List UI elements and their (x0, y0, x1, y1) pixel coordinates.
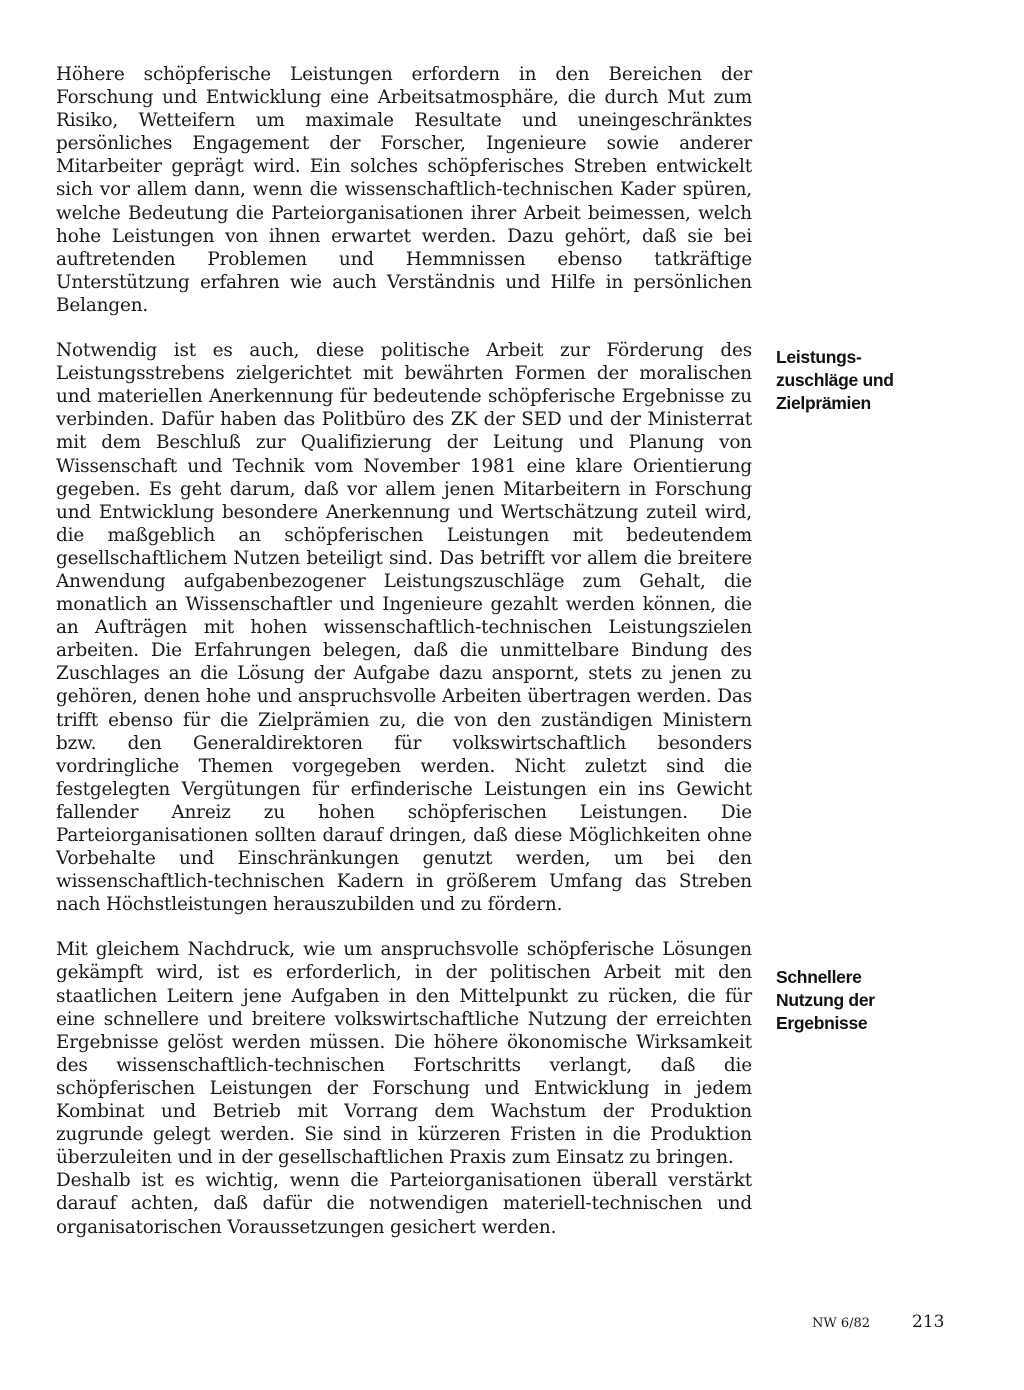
page-number: 213 (912, 1312, 945, 1332)
margin-note-line: Leistungs- (776, 347, 862, 367)
main-text-column (56, 63, 752, 1239)
margin-note-schnellere-nutzung (776, 966, 926, 1035)
paragraph-2: Notwendig ist es auch, diese politische Arbeit zur Förderung des Leistungsstrebens zielgerichtet mit bewährten Formen der moralischen und materiellen Anerkennung für bedeutende schöpferische Ergebnisse zu verbinden. Dafür haben das Politbüro des ZK der SED und der Ministerrat mit dem Beschluß zur Qualifizierung der Leitung und Planung von Wissenschaft und Technik vom November 1981 eine klare Orientierung gegeben. Es geht darum, daß vor allem jenen Mitarbeitern in Forschung und Entwicklung besondere Anerkennung und Wertschätzung zuteil wird, die maßgeblich an schöpferischen Leistungen mit bedeutendem gesellschaftlichem Nutzen beteiligt sind. Das betrifft vor allem die breitere Anwendung aufgabenbezogener Leistungszuschläge zum Gehalt, die monatlich an Wissenschaftler und Ingenieure gezahlt werden können, die an Aufträgen mit hohen wissenschaftlich-technischen Leistungszielen arbeiten. Die Erfahrungen belegen, daß die unmittelbare Bindung des Zuschlages an die Lösung der Aufgabe dazu anspornt, stets zu jenen zu gehören, denen hohe und anspruchsvolle Arbeiten übertragen werden. Das trifft ebenso für die Zielprämien zu, die von den zuständigen Ministern bzw. den Generaldirektoren für volkswirtschaftlich besonders vordringliche Themen vorgegeben werden. Nicht zuletzt sind die festgelegten Vergütungen für erfinderische Leistungen ein ins Gewicht fallender Anreiz zu hohen schöpferischen Leistungen. Die Parteiorganisationen sollten darauf dringen, daß diese Möglichkeiten ohne Vorbehalte und Einschränkungen genutzt werden, um bei den wissenschaftlich-technischen Kadern in größerem Umfang das Streben nach Höchstleistungen herauszubilden und zu fördern. (56, 340, 752, 916)
margin-note-leistungszuschlaege (776, 346, 926, 415)
margin-note-line: Schnellere (776, 967, 862, 987)
paragraph-4: Deshalb ist es wichtig, wenn die Parteiorganisationen überall verstärkt darauf achten, daß dafür die notwendigen materiell-technischen und organisatorischen Voraussetzungen gesichert werden. (56, 1170, 752, 1238)
margin-note-line: zuschläge und (776, 370, 894, 390)
margin-note-line: Ergebnisse (776, 1013, 868, 1033)
paragraph-1: Höhere schöpferische Leistungen erfordern in den Bereichen der Forschung und Entwicklung eine Arbeitsatmosphäre, die durch Mut zum Risiko, Wetteifern um maximale Resultate und uneingeschränktes persönliches Engagement der Forscher, Ingenieure sowie anderer Mitarbeiter geprägt wird. Ein solches schöpferisches Streben entwickelt sich vor allem dann, wenn die wissenschaftlich-technischen Kader spüren, welche Bedeutung die Parteiorganisationen ihrer Arbeit beimessen, welch hohe Leistungen von ihnen erwartet werden. Dazu gehört, daß sie bei auftretenden Problemen und Hemmnissen ebenso tatkräftige Unterstützung erfahren wie auch Verständnis und Hilfe in persönlichen Belangen. (56, 64, 752, 316)
paragraph-3: Mit gleichem Nachdruck, wie um anspruchsvolle schöpferische Lösungen gekämpft wird, ist es erforderlich, in der politischen Arbeit mit den staatlichen Leitern jene Aufgaben in den Mittelpunkt zu rücken, die für eine schnellere und breitere volkswirtschaftliche Nutzung der erreichten Ergebnisse gelöst werden müssen. Die höhere ökonomische Wirksamkeit des wissenschaftlich-technischen Fortschritts verlangt, daß die schöpferischen Leistungen der Forschung und Entwicklung in jedem Kombinat und Betrieb mit Vorrang dem Wachstum der Produktion zugrunde gelegt werden. Sie sind in kürzeren Fristen in die Produktion überzuleiten und in der gesellschaftlichen Praxis zum Einsatz zu bringen. (56, 939, 752, 1169)
margin-note-line: Nutzung der (776, 990, 875, 1010)
margin-note-line: Zielprämien (776, 393, 871, 413)
journal-issue-label: NW 6/82 (812, 1316, 871, 1331)
